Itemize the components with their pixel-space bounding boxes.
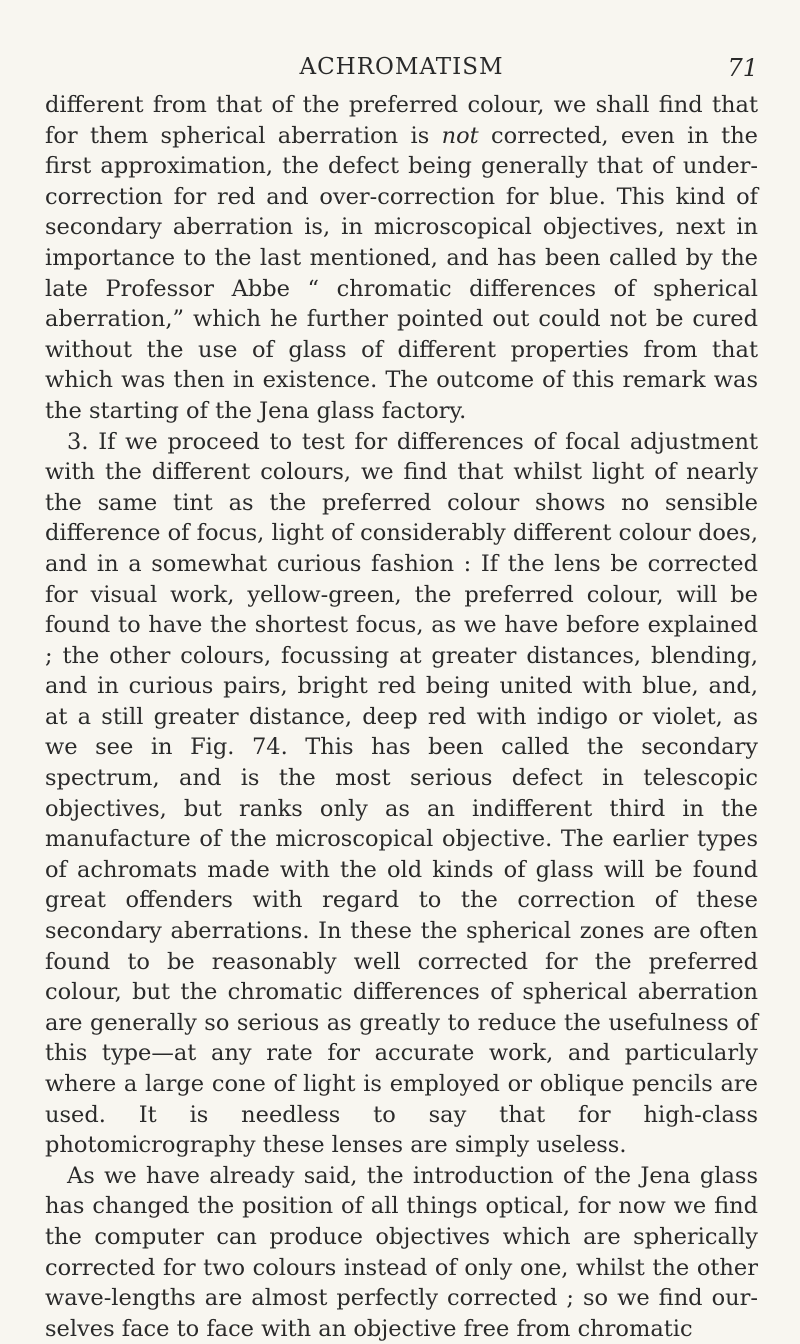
paragraph-jena-glass: As we have already said, the introduction of the Jena glass has changed the position of all things optical, for now we find the computer can produce objectives which are spherically corrected for two colours instead of only one, whilst the other wave-lengths are almost perfectly corrected ; so we find our-selves face to face with an objective free from chromatic [45, 1162, 758, 1342]
running-head: ACHROMATISM [299, 54, 504, 80]
paragraph-continuation [45, 90, 758, 427]
page-header [45, 54, 758, 88]
paragraph-point-3: 3. If we proceed to test for differences of focal adjustment with the different colours, we find that whilst light of nearly the same tint as the preferred colour shows no sensible difference of focus, light of considerably different colour does, and in a somewhat curious fashion : If the lens be corrected for visual work, yellow-green, the preferred colour, will be found to have the shortest focus, as we have before explained ; the other colours, focussing at greater distances, blending, and in curious pairs, bright red being united with blue, and, at a still greater distance, deep red with indigo or violet, as we see in Fig. 74. This has been called the secondary spectrum, and is the most serious defect in telescopic objectives, but ranks only as an indifferent third in the manufacture of the microscopical objective. The earlier types of achromats made with the old kinds of glass will be found great offenders with regard to the correction of these secondary aberrations. In these the spherical zones are often found to be reasonably well corrected for the preferred colour, but the chromatic differences of spherical aberration are generally so serious as greatly to reduce the usefulness of this type—at any rate for accurate work, and particularly where a large cone of light is employed or oblique pencils are used. It is needless to say that for high-class photomicrography these lenses are simply useless. [45, 428, 758, 1159]
paragraph-text-before-emphasis: different from that of the preferred colour, we shall find that for them spherical aberration is [45, 92, 758, 149]
page-number: 71 [727, 54, 758, 82]
emphasized-word: not [441, 122, 479, 149]
body-text [45, 90, 758, 1344]
paragraph-text-after-emphasis: corrected, even in the first approximation, the defect being generally that of under-correction for red and over-correction for blue. This kind of secondary aberration is, in microscopical objectives, next in importance to the last mentioned, and has been called by the late Professor Abbe “ chromatic differences of spherical aberration,” which he further pointed out could not be cured without the use of glass of different properties from that which was then in existence. The outcome of this remark was the starting of the Jena glass factory. [45, 122, 758, 424]
